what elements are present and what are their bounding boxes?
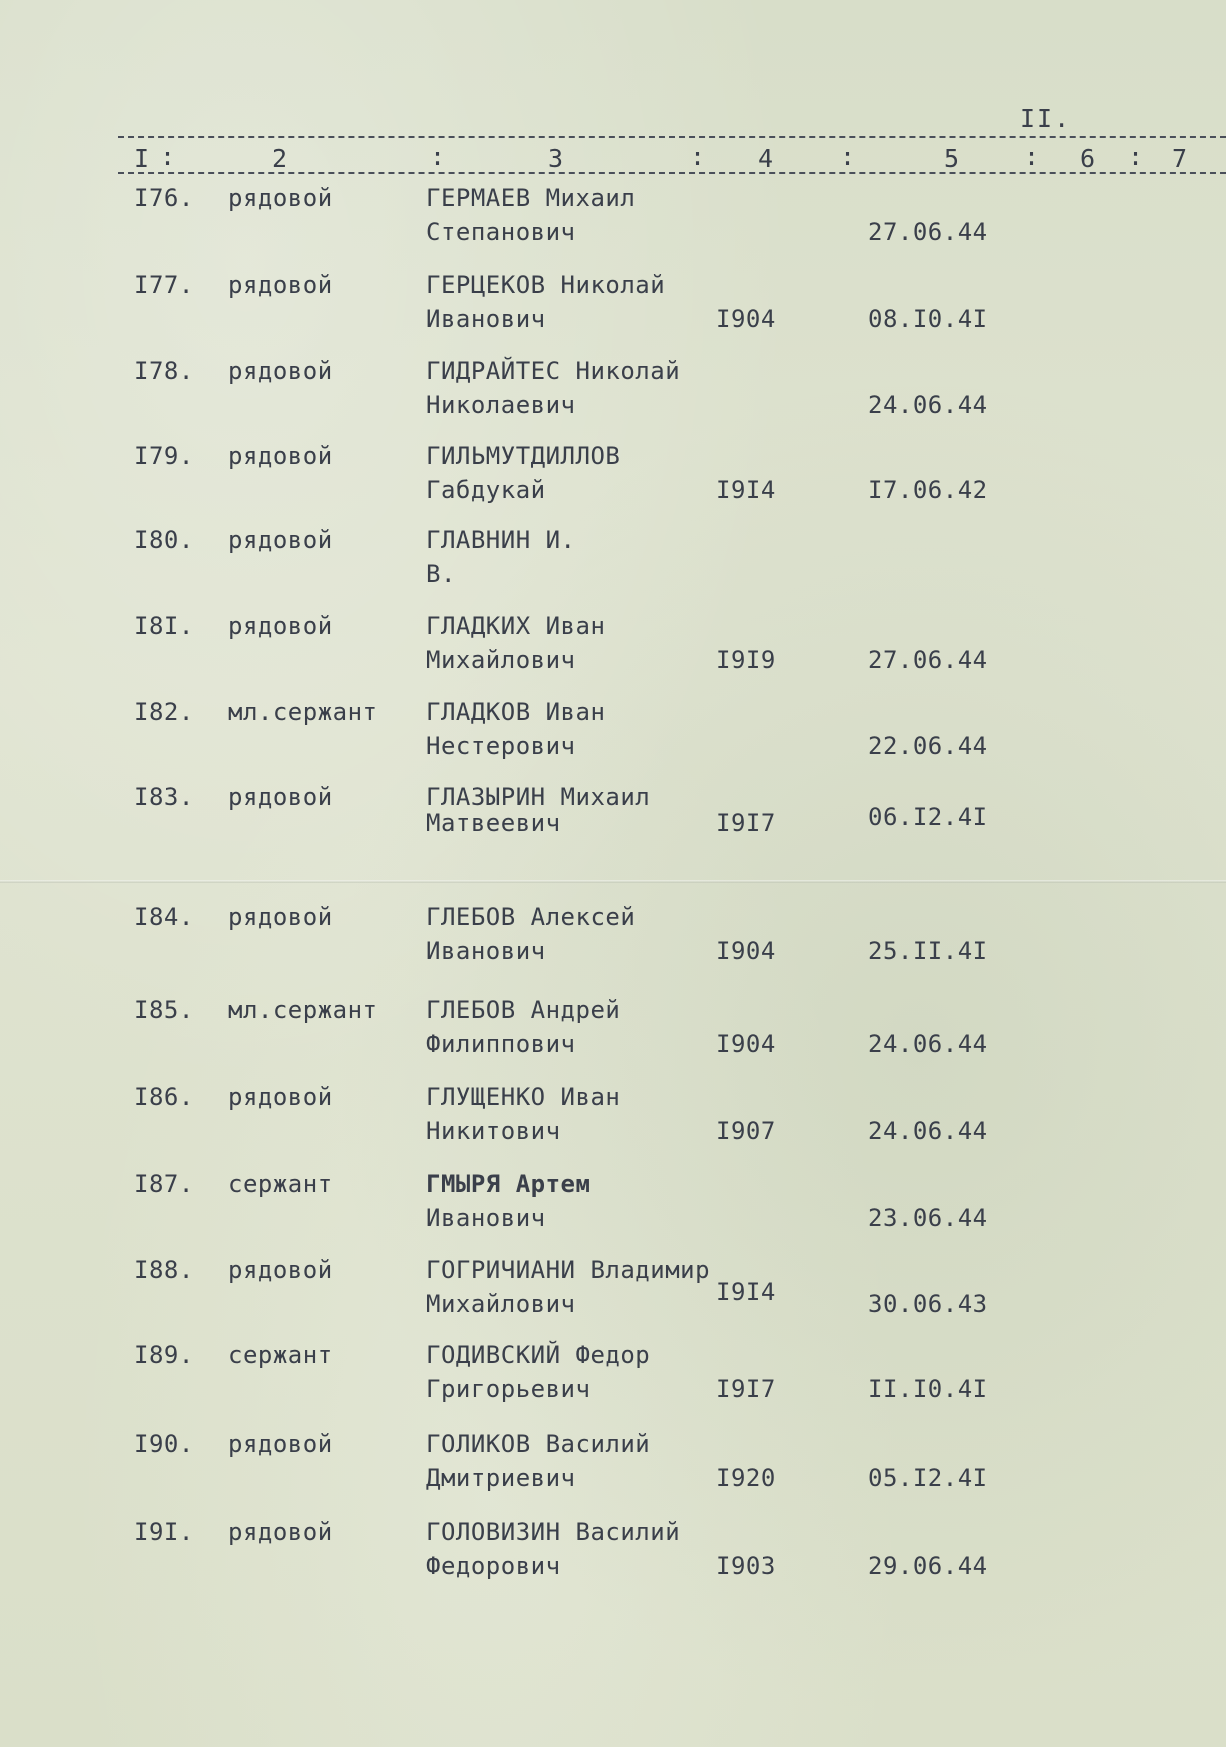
- row-number: I8I.: [134, 612, 194, 640]
- date: 27.06.44: [868, 646, 988, 674]
- rank: рядовой: [228, 1430, 333, 1458]
- date: 29.06.44: [868, 1552, 988, 1580]
- column-separator: :: [1128, 142, 1144, 171]
- date: 27.06.44: [868, 218, 988, 246]
- rank: рядовой: [228, 526, 333, 554]
- patronymic: Иванович: [426, 305, 546, 333]
- row-number: I79.: [134, 442, 194, 470]
- surname-name: ГОЛОВИЗИН Василий: [426, 1518, 681, 1546]
- patronymic: Николаевич: [426, 391, 576, 419]
- column-header-5: 5: [944, 144, 960, 173]
- surname-name: ГЛЕБОВ Андрей: [426, 996, 621, 1024]
- rank: рядовой: [228, 783, 333, 811]
- birth-year: I904: [716, 1030, 776, 1058]
- date: 24.06.44: [868, 1030, 988, 1058]
- date: II.I0.4I: [868, 1375, 988, 1403]
- surname-name: ГИДРАЙТЕС Николай: [426, 357, 681, 385]
- birth-year: I9I9: [716, 646, 776, 674]
- row-number: I85.: [134, 996, 194, 1024]
- table-row: [0, 783, 1226, 863]
- row-number: I83.: [134, 783, 194, 811]
- surname-name: ГЛУЩЕНКО Иван: [426, 1083, 621, 1111]
- surname-name: ГОЛИКОВ Василий: [426, 1430, 651, 1458]
- patronymic: Нестерович: [426, 732, 576, 760]
- column-separator: :: [160, 142, 176, 171]
- surname-name: ГЛАВНИН И.: [426, 526, 576, 554]
- date: I7.06.42: [868, 476, 988, 504]
- column-separator: :: [690, 142, 706, 171]
- row-number: I87.: [134, 1170, 194, 1198]
- patronymic: Матвеевич: [426, 809, 561, 837]
- birth-year: I9I7: [716, 809, 776, 837]
- surname-name: ГЛАДКОВ Иван: [426, 698, 606, 726]
- column-header-7: 7: [1172, 144, 1188, 173]
- row-number: I80.: [134, 526, 194, 554]
- row-number: I89.: [134, 1341, 194, 1369]
- patronymic: Иванович: [426, 937, 546, 965]
- rank: рядовой: [228, 1518, 333, 1546]
- row-number: I88.: [134, 1256, 194, 1284]
- paper-fold-line: [0, 880, 1226, 883]
- patronymic: В.: [426, 560, 456, 588]
- rank: сержант: [228, 1341, 333, 1369]
- surname-name: ГЛАДКИХ Иван: [426, 612, 606, 640]
- date: 24.06.44: [868, 1117, 988, 1145]
- surname-name: ГЛАЗЫРИН Михаил: [426, 783, 651, 811]
- row-number: I86.: [134, 1083, 194, 1111]
- patronymic: Григорьевич: [426, 1375, 591, 1403]
- date: 23.06.44: [868, 1204, 988, 1232]
- table-row: [0, 271, 1226, 351]
- table-row: [0, 442, 1226, 522]
- rank: мл.сержант: [228, 996, 378, 1024]
- date: 08.I0.4I: [868, 305, 988, 333]
- row-number: I76.: [134, 184, 194, 212]
- patronymic: Дмитриевич: [426, 1464, 576, 1492]
- table-row: [0, 1170, 1226, 1250]
- row-number: I78.: [134, 357, 194, 385]
- column-header-6: 6: [1080, 144, 1096, 173]
- table-row: [0, 903, 1226, 983]
- birth-year: I903: [716, 1552, 776, 1580]
- rank: рядовой: [228, 612, 333, 640]
- surname-name: ГОГРИЧИАНИ Владимир: [426, 1256, 711, 1284]
- table-row: [0, 526, 1226, 606]
- table-row: [0, 1256, 1226, 1336]
- date: 06.I2.4I: [868, 803, 988, 831]
- surname-name: ГЕРЦЕКОВ Николай: [426, 271, 666, 299]
- table-row: [0, 1430, 1226, 1510]
- birth-year: I907: [716, 1117, 776, 1145]
- row-number: I82.: [134, 698, 194, 726]
- birth-year: I9I4: [716, 476, 776, 504]
- header-rule-top: [118, 136, 1226, 138]
- patronymic: Михайлович: [426, 646, 576, 674]
- column-header-4: 4: [758, 144, 774, 173]
- column-separator: :: [430, 142, 446, 171]
- surname-name: ГМЫРЯ Артем: [426, 1170, 591, 1198]
- table-row: [0, 1518, 1226, 1598]
- column-header-3: 3: [548, 144, 564, 173]
- table-row: [0, 357, 1226, 437]
- rank: рядовой: [228, 357, 333, 385]
- date: 24.06.44: [868, 391, 988, 419]
- surname-name: ГИЛЬМУТДИЛЛОВ: [426, 442, 621, 470]
- row-number: I84.: [134, 903, 194, 931]
- date: 22.06.44: [868, 732, 988, 760]
- patronymic: Филиппович: [426, 1030, 576, 1058]
- table-row: [0, 996, 1226, 1076]
- patronymic: Михайлович: [426, 1290, 576, 1318]
- patronymic: Никитович: [426, 1117, 561, 1145]
- date: 25.II.4I: [868, 937, 988, 965]
- patronymic: Иванович: [426, 1204, 546, 1232]
- rank: рядовой: [228, 903, 333, 931]
- rank: рядовой: [228, 1256, 333, 1284]
- birth-year: I9I4: [716, 1278, 776, 1306]
- patronymic: Габдукай: [426, 476, 546, 504]
- row-number: I77.: [134, 271, 194, 299]
- column-header-1: I: [134, 144, 150, 173]
- surname-name: ГЛЕБОВ Алексей: [426, 903, 636, 931]
- surname-name: ГЕРМАЕВ Михаил: [426, 184, 636, 212]
- birth-year: I9I7: [716, 1375, 776, 1403]
- date: 05.I2.4I: [868, 1464, 988, 1492]
- table-row: [0, 1341, 1226, 1421]
- page-number: II.: [1020, 104, 1072, 133]
- table-row: [0, 1083, 1226, 1163]
- table-row: [0, 612, 1226, 692]
- rank: рядовой: [228, 1083, 333, 1111]
- surname-name: ГОДИВСКИЙ Федор: [426, 1341, 651, 1369]
- rank: сержант: [228, 1170, 333, 1198]
- rank: рядовой: [228, 442, 333, 470]
- rank: рядовой: [228, 184, 333, 212]
- patronymic: Степанович: [426, 218, 576, 246]
- table-row: [0, 698, 1226, 778]
- rank: мл.сержант: [228, 698, 378, 726]
- birth-year: I904: [716, 937, 776, 965]
- row-number: I90.: [134, 1430, 194, 1458]
- birth-year: I904: [716, 305, 776, 333]
- birth-year: I920: [716, 1464, 776, 1492]
- patronymic: Федорович: [426, 1552, 561, 1580]
- column-header-2: 2: [272, 144, 288, 173]
- rank: рядовой: [228, 271, 333, 299]
- table-row: [0, 184, 1226, 264]
- column-separator: :: [840, 142, 856, 171]
- column-separator: :: [1024, 142, 1040, 171]
- row-number: I9I.: [134, 1518, 194, 1546]
- date: 30.06.43: [868, 1290, 988, 1318]
